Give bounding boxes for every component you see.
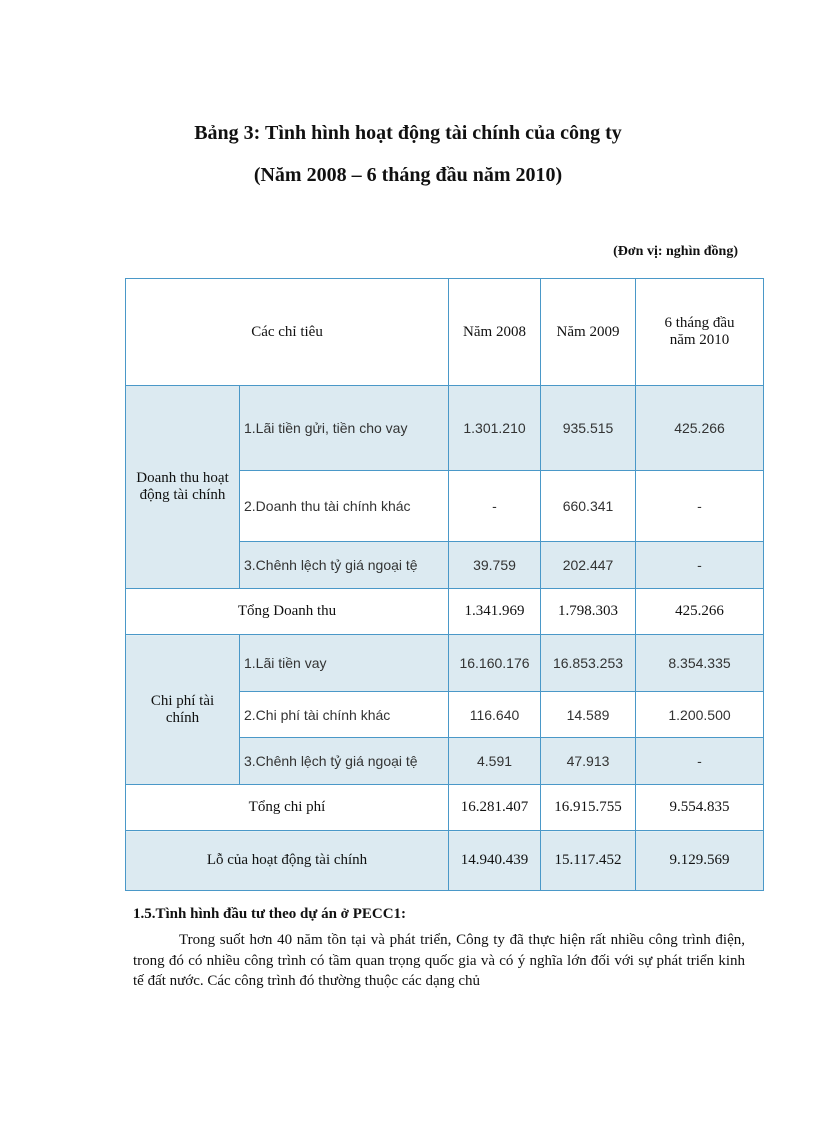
cell-2008: 39.759	[449, 542, 541, 589]
row-label: 3.Chênh lệch tỷ giá ngoại tệ	[240, 738, 449, 785]
cell-2008: -	[449, 471, 541, 542]
group-revenue: Doanh thu hoạt động tài chính	[126, 386, 240, 589]
cell-2010: -	[636, 542, 764, 589]
row-label: 1.Lãi tiền gửi, tiền cho vay	[240, 386, 449, 471]
cell-2008: 4.591	[449, 738, 541, 785]
total-revenue-row	[126, 589, 764, 635]
cell-2010: 425.266	[636, 589, 764, 635]
cell-2009: 202.447	[541, 542, 636, 589]
row-label: 3.Chênh lệch tỷ giá ngoại tệ	[240, 542, 449, 589]
table-row	[126, 386, 764, 471]
header-2008: Năm 2008	[449, 279, 541, 386]
row-label: 1.Lãi tiền vay	[240, 635, 449, 692]
cell-2010: 9.129.569	[636, 831, 764, 891]
header-2010	[636, 279, 764, 386]
cell-2009: 16.915.755	[541, 785, 636, 831]
cell-2009: 15.117.452	[541, 831, 636, 891]
cell-2008: 1.341.969	[449, 589, 541, 635]
row-label: 2.Doanh thu tài chính khác	[240, 471, 449, 542]
total-revenue-label: Tổng Doanh thu	[126, 589, 449, 635]
cell-2009: 935.515	[541, 386, 636, 471]
cell-2010: 8.354.335	[636, 635, 764, 692]
cell-2009: 14.589	[541, 692, 636, 738]
header-2009: Năm 2009	[541, 279, 636, 386]
cell-2010: 9.554.835	[636, 785, 764, 831]
cell-2009: 47.913	[541, 738, 636, 785]
cell-2009: 660.341	[541, 471, 636, 542]
table-header-row	[126, 279, 764, 386]
cell-2010: -	[636, 738, 764, 785]
row-label: 2.Chi phí tài chính khác	[240, 692, 449, 738]
cell-2008: 1.301.210	[449, 386, 541, 471]
unit-note: (Đơn vị: nghìn đồng)	[613, 244, 738, 259]
header-2010-line1: 6 tháng đầu	[664, 315, 735, 331]
table-row	[126, 635, 764, 692]
cell-2010: -	[636, 471, 764, 542]
cell-2009: 1.798.303	[541, 589, 636, 635]
financial-activity-table	[125, 278, 764, 891]
body-paragraph: Trong suốt hơn 40 năm tồn tại và phát triển, Công ty đã thực hiện rất nhiều công trình điện, trong đó có nhiều công trình có tầm quan trọng quốc gia và có ý nghĩa lớn đối với sự phát triển kinh tế đất nước. Các công trình đó thường thuộc các dạng chủ	[133, 932, 745, 989]
financial-loss-label: Lỗ của hoạt động tài chính	[126, 831, 449, 891]
section-heading: 1.5.Tình hình đầu tư theo dự án ở PECC1:	[133, 906, 407, 922]
total-cost-label: Tổng chi phí	[126, 785, 449, 831]
group-cost: Chi phí tài chính	[126, 635, 240, 785]
cell-2008: 16.281.407	[449, 785, 541, 831]
table-title: Bảng 3: Tình hình hoạt động tài chính của công ty	[194, 122, 622, 144]
header-indicator: Các chỉ tiêu	[126, 279, 449, 386]
table-subtitle: (Năm 2008 – 6 tháng đầu năm 2010)	[253, 164, 563, 186]
cell-2008: 116.640	[449, 692, 541, 738]
cell-2009: 16.853.253	[541, 635, 636, 692]
cell-2010: 1.200.500	[636, 692, 764, 738]
cell-2008: 14.940.439	[449, 831, 541, 891]
financial-loss-row	[126, 831, 764, 891]
cell-2010: 425.266	[636, 386, 764, 471]
total-cost-row	[126, 785, 764, 831]
cell-2008: 16.160.176	[449, 635, 541, 692]
header-2010-line2: năm 2010	[669, 332, 730, 348]
